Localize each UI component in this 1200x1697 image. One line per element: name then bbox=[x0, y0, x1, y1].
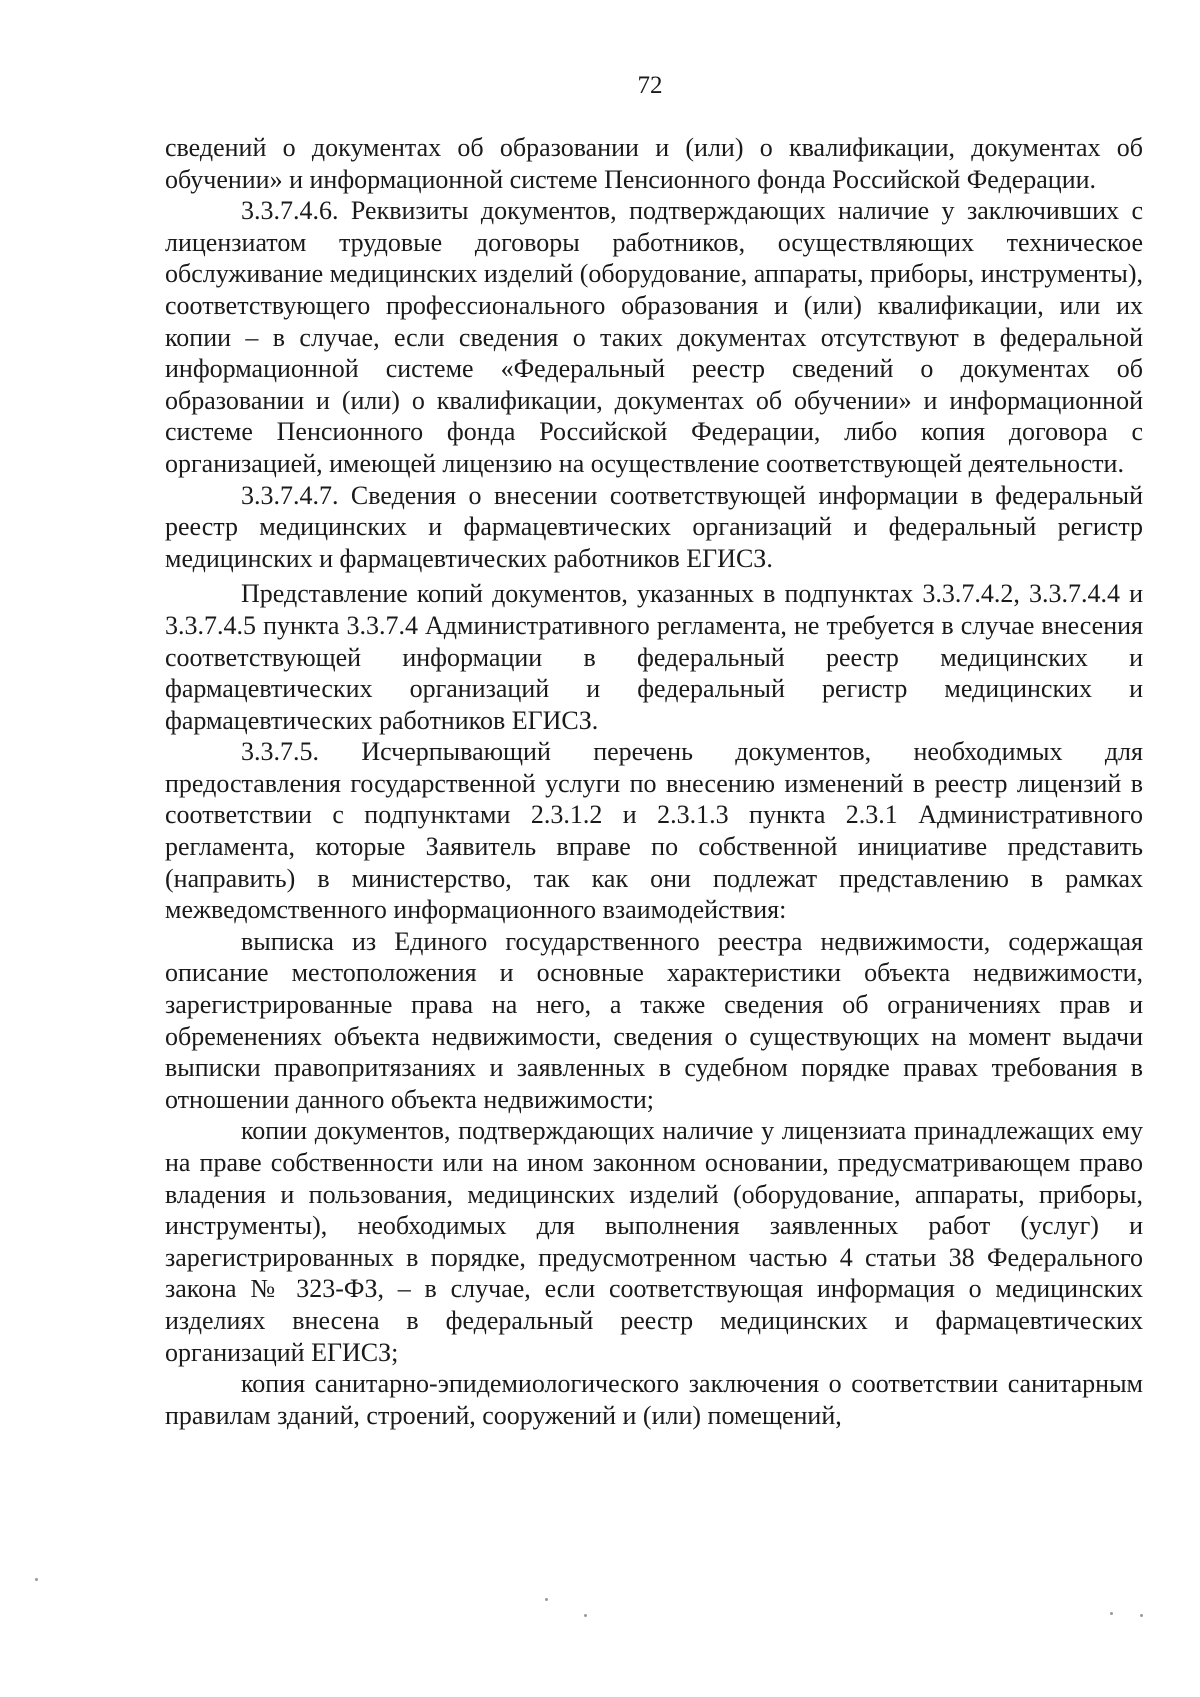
document-body bbox=[165, 132, 1143, 1431]
paragraph-continuation: сведений о документах об образовании и (или) о квалификации, документах об обучении» и информационной системе Пенсионного фонда Российской Федерации. bbox=[165, 133, 1143, 194]
list-item-egrn-extract: выписка из Единого государственного реестра недвижимости, содержащая описание местоположения и основные характеристики объекта недвижимости, зарегистрированные права на него, а также сведения об ограничениях прав и обременениях объекта недвижимости, сведения о существующих на момент выдачи выписки правопритязаниях и заявленных в судебном порядке правах требования в отношении данного объекта недвижимости; bbox=[165, 926, 1143, 1114]
scan-speck bbox=[1140, 1614, 1143, 1617]
list-item-sanitary-conclusion: копия санитарно-эпидемиологического заключения о соответствии санитарным правилам зданий, строений, сооружений и (или) помещений, bbox=[165, 1369, 1143, 1430]
page-number: 72 bbox=[637, 72, 663, 99]
paragraph-copies-not-required: Представление копий документов, указанных в подпунктах 3.3.7.4.2, 3.3.7.4.4 и 3.3.7.4.5 пункта 3.3.7.4 Административного регламента, не требуется в случае внесения соответствующей информации в федеральный реестр медицинских и фармацевтических организаций и федеральный регистр медицинских и фармацевтических работников ЕГИСЗ. bbox=[165, 579, 1143, 735]
scan-speck bbox=[584, 1614, 587, 1617]
scan-speck bbox=[1110, 1612, 1113, 1615]
scan-speck bbox=[35, 1578, 38, 1581]
list-item-medical-devices-copies: копии документов, подтверждающих наличие у лицензиата принадлежащих ему на праве собственности или на ином законном основании, предусматривающем право владения и пользования, медицинских изделий (оборудование, аппараты, приборы, инструменты), необходимых для выполнения заявленных работ (услуг) и зарегистрированных в порядке, предусмотренном частью 4 статьи 38 Федерального закона № 323-ФЗ, – в случае, если соответствующая информация о медицинских изделиях внесена в федеральный реестр медицинских и фармацевтических организаций ЕГИСЗ; bbox=[165, 1116, 1143, 1367]
paragraph-3-3-7-4-6: 3.3.7.4.6. Реквизиты документов, подтверждающих наличие у заключивших с лицензиатом трудовые договоры работников, осуществляющих техническое обслуживание медицинских изделий (оборудование, аппараты, приборы, инструменты), соответствующего профессионального образования и (или) квалификации, или их копии – в случае, если сведения о таких документах отсутствуют в федеральной информационной системе «Федеральный реестр сведений о документах об образовании и (или) о квалификации, документах об обучении» и информационной системе Пенсионного фонда Российской Федерации, либо копия договора с организацией, имеющей лицензию на осуществление соответствующей деятельности. bbox=[165, 196, 1143, 478]
paragraph-3-3-7-5: 3.3.7.5. Исчерпывающий перечень документов, необходимых для предоставления государственной услуги по внесению изменений в реестр лицензий в соответствии с подпунктами 2.3.1.2 и 2.3.1.3 пункта 2.3.1 Административного регламента, которые Заявитель вправе по собственной инициативе представить (направить) в министерство, так как они подлежат представлению в рамках межведомственного информационного взаимодействия: bbox=[165, 737, 1143, 925]
scan-speck bbox=[545, 1598, 548, 1601]
paragraph-3-3-7-4-7: 3.3.7.4.7. Сведения о внесении соответствующей информации в федеральный реестр медицинских и фармацевтических организаций и федеральный регистр медицинских и фармацевтических работников ЕГИСЗ. bbox=[165, 480, 1143, 573]
